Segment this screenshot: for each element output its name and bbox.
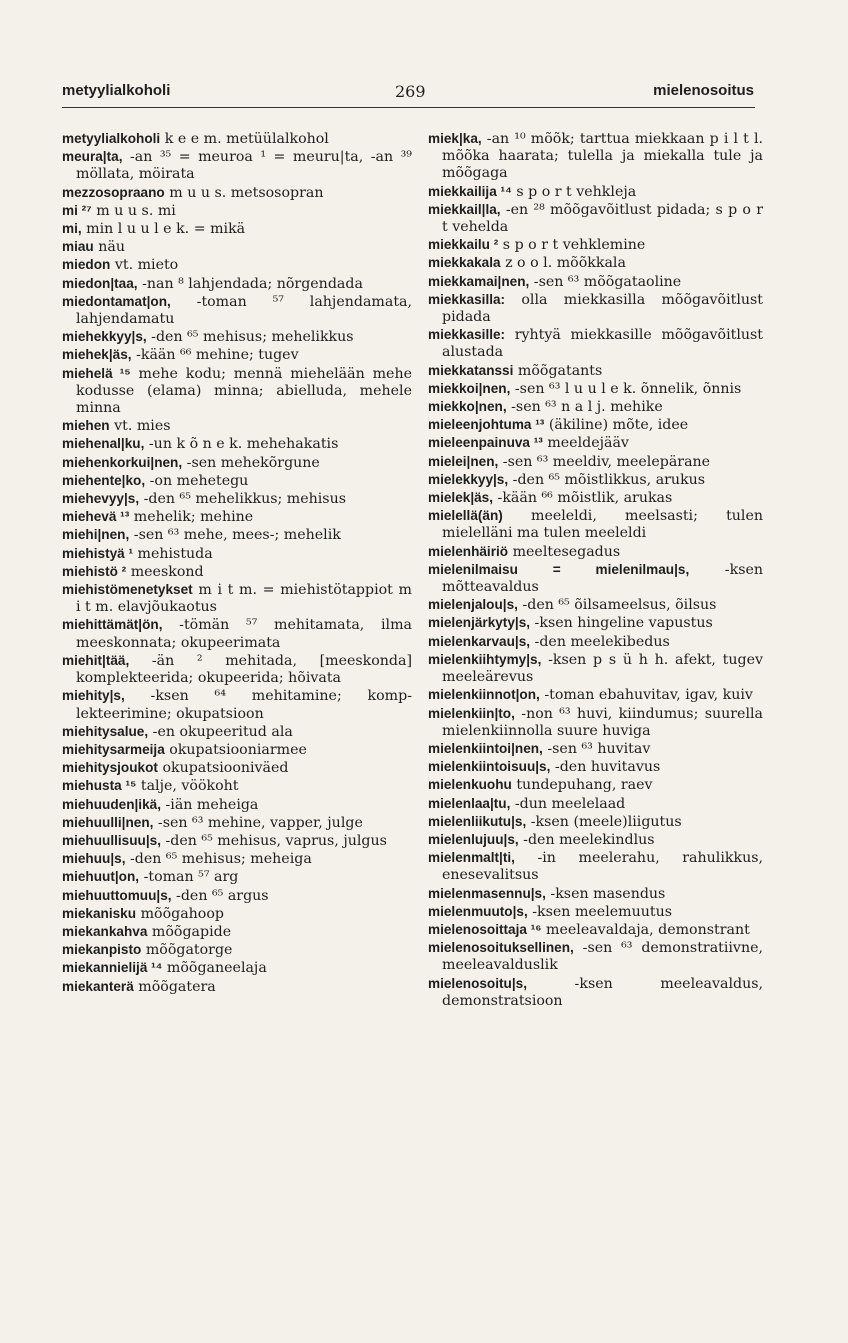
entry-definition: -den ⁶⁵ mehisus; meheiga bbox=[125, 851, 312, 868]
entry-definition: -ksen meelemuutus bbox=[527, 903, 672, 920]
entry-headword: miehenkorkui|nen, bbox=[62, 454, 183, 470]
entry-definition: vt. mieto bbox=[110, 257, 179, 274]
dictionary-entry bbox=[62, 832, 412, 850]
dictionary-entry bbox=[62, 454, 412, 472]
dictionary-entry bbox=[428, 849, 763, 884]
entry-definition: -en ²⁸ mõõgavõitlust pidada; s p o r t vehelda bbox=[442, 201, 763, 236]
entry-headword: miekko|nen, bbox=[428, 399, 507, 415]
dictionary-entry bbox=[62, 616, 412, 651]
dictionary-entry bbox=[62, 905, 412, 923]
entry-definition: -nan ⁸ lahjendada; nõrgendada bbox=[137, 275, 363, 292]
page-header bbox=[62, 82, 754, 104]
entry-headword: miehente|ko, bbox=[62, 472, 146, 488]
entry-definition: -toman ⁵⁷ lahjendamata, lahjendamatu bbox=[76, 293, 412, 328]
entry-definition: s p o r t vehklemine bbox=[498, 237, 646, 254]
entry-headword: miehittämät|ön, bbox=[62, 617, 163, 633]
dictionary-entry bbox=[62, 796, 412, 814]
dictionary-entry bbox=[428, 903, 763, 921]
entry-headword: miehuut|on, bbox=[62, 869, 140, 885]
entry-headword: miedon bbox=[62, 257, 111, 273]
entry-definition: (äkiline) mõte, idee bbox=[544, 417, 689, 434]
dictionary-entry bbox=[62, 741, 412, 759]
entry-definition: talje, vöökoht bbox=[136, 778, 239, 795]
entry-definition: -än ² mehitada, [meeskonda] komplekteerida; okupeerida; hõivata bbox=[76, 652, 412, 687]
entry-headword: miehelä ¹⁵ bbox=[62, 365, 131, 381]
dictionary-entry bbox=[428, 254, 763, 272]
dictionary-entry bbox=[428, 633, 763, 651]
entry-definition: meeleldi, meelsasti; tulen mielelläni ma tulen meeleldi bbox=[442, 508, 763, 542]
entry-headword: mielenhäiriö bbox=[428, 543, 509, 559]
dictionary-entry bbox=[428, 614, 763, 632]
entry-definition: -un k õ n e k. mehehakatis bbox=[144, 436, 339, 453]
entry-definition: -den ⁶⁵ argus bbox=[171, 887, 269, 904]
dictionary-entry bbox=[428, 236, 763, 254]
dictionary-entry bbox=[62, 526, 412, 544]
dictionary-entry bbox=[62, 202, 412, 220]
entry-definition: -den huvitavus bbox=[550, 759, 661, 776]
dictionary-entry bbox=[428, 651, 763, 686]
dictionary-entry bbox=[62, 759, 412, 777]
entry-headword: mielenosoitu|s, bbox=[428, 975, 527, 991]
entry-definition: m i t m. = miehistötappiot m i t m. elavjõukaotus bbox=[76, 582, 412, 616]
entry-headword: mielenosoittaja ¹⁶ bbox=[428, 921, 542, 937]
entry-headword: miekkail|la, bbox=[428, 201, 501, 217]
dictionary-entry bbox=[62, 508, 412, 526]
entry-definition: min l u u l e k. = mikä bbox=[81, 221, 246, 238]
entry-definition: -in meelerahu, rahulikkus, enesevalitsus bbox=[442, 850, 763, 884]
entry-headword: mielenkiinnot|on, bbox=[428, 687, 540, 703]
entry-definition: mõõgahoop bbox=[136, 905, 224, 922]
dictionary-entry bbox=[428, 398, 763, 416]
entry-definition: -ksen p s ü h h. afekt, tugev meeleärevus bbox=[442, 651, 763, 686]
entry-headword: mi, bbox=[62, 221, 82, 237]
dictionary-entry bbox=[62, 148, 412, 183]
dictionary-entry bbox=[428, 975, 763, 1010]
entry-headword: mielenkiintoi|nen, bbox=[428, 740, 543, 756]
dictionary-entry bbox=[62, 472, 412, 490]
dictionary-entry bbox=[62, 275, 412, 293]
dictionary-entry bbox=[428, 362, 763, 380]
entry-headword: mieleenpainuva ¹³ bbox=[428, 435, 543, 451]
entry-definition: meeleavaldaja, demonstrant bbox=[541, 921, 750, 938]
entry-headword: miehitysarmeija bbox=[62, 741, 165, 757]
entry-definition: -den ⁶⁵ mehisus; mehelikkus bbox=[146, 329, 354, 346]
dictionary-entry bbox=[428, 183, 763, 201]
entry-definition: -den meelekibedus bbox=[530, 633, 670, 650]
entry-headword: mielenliikutu|s, bbox=[428, 813, 527, 829]
entry-definition: -ksen ⁶⁴ mehitamine; komplekteerimine; okupatsioon bbox=[76, 688, 412, 722]
entry-headword: miehitysjoukot bbox=[62, 760, 158, 776]
dictionary-entry bbox=[428, 507, 763, 542]
entry-definition: mõõgatorge bbox=[141, 942, 233, 959]
entry-definition: näu bbox=[93, 239, 125, 256]
entry-definition: -an ¹⁰ mõõk; tarttua miekkaan p i l t l. mõõka haarata; tulella ja miekalla tule ja mõõgaga bbox=[442, 131, 763, 182]
dictionary-entry bbox=[62, 941, 412, 959]
dictionary-entry bbox=[428, 740, 763, 758]
entry-headword: miekannielijä ¹⁴ bbox=[62, 960, 163, 976]
dictionary-entry bbox=[62, 256, 412, 274]
entry-definition: mõõgatants bbox=[513, 362, 603, 379]
entry-headword: mielenlaa|tu, bbox=[428, 795, 511, 811]
entry-headword: miau bbox=[62, 239, 94, 255]
dictionary-entry bbox=[62, 184, 412, 202]
dictionary-entry bbox=[428, 489, 763, 507]
dictionary-entry bbox=[62, 293, 412, 328]
dictionary-entry bbox=[428, 561, 763, 596]
entry-definition: ryhtyä miekkasille mõõgavõitlust alustada bbox=[442, 327, 763, 361]
entry-headword: mielei|nen, bbox=[428, 453, 499, 469]
dictionary-entry bbox=[62, 850, 412, 868]
entry-definition: m u u s. metsosopran bbox=[164, 184, 324, 201]
dictionary-entry bbox=[62, 814, 412, 832]
dictionary-entry bbox=[62, 130, 412, 148]
dictionary-entry bbox=[62, 777, 412, 795]
entry-definition: meeskond bbox=[126, 563, 204, 580]
entry-headword: mielekkyy|s, bbox=[428, 471, 509, 487]
dictionary-entry bbox=[428, 939, 763, 974]
entry-headword: mielellä(än) bbox=[428, 508, 503, 524]
entry-definition: meeltesegadus bbox=[508, 543, 621, 560]
dictionary-entry bbox=[428, 885, 763, 903]
entry-definition: -sen ⁶³ meeldiv, meelepärane bbox=[498, 453, 711, 470]
entry-headword: miekanisku bbox=[62, 905, 137, 921]
dictionary-entry bbox=[62, 220, 412, 238]
entry-headword: miehenal|ku, bbox=[62, 436, 145, 452]
entry-headword: miehity|s, bbox=[62, 688, 125, 704]
dictionary-entry bbox=[62, 346, 412, 364]
dictionary-entry bbox=[62, 365, 412, 418]
entry-headword: miehi|nen, bbox=[62, 527, 130, 543]
left-guide-word: metyylialkoholi bbox=[62, 82, 171, 99]
entry-definition: -den ⁶⁵ õilsameelsus, õilsus bbox=[517, 597, 717, 614]
dictionary-entry bbox=[428, 813, 763, 831]
entry-definition: -sen ⁶³ mõõgataoline bbox=[529, 273, 682, 290]
dictionary-entry bbox=[428, 471, 763, 489]
entry-headword: miekankahva bbox=[62, 923, 148, 939]
entry-definition: m u u s. mi bbox=[91, 202, 176, 219]
dictionary-entry bbox=[62, 563, 412, 581]
entry-headword: miehuu|s, bbox=[62, 851, 126, 867]
entry-definition: -den ⁶⁵ mõistlikkus, arukus bbox=[508, 471, 706, 488]
entry-headword: mielek|äs, bbox=[428, 490, 494, 506]
entry-definition: meeldejääv bbox=[542, 435, 629, 452]
entry-definition: mehelik; mehine bbox=[129, 509, 254, 526]
dictionary-entry bbox=[428, 434, 763, 452]
left-column bbox=[62, 130, 412, 996]
entry-definition: -tömän ⁵⁷ mehitamata, ilma meeskonnata; okupeerimata bbox=[76, 617, 412, 651]
entry-headword: miehistömenetykset bbox=[62, 582, 193, 598]
entry-definition: -den meelekindlus bbox=[518, 831, 655, 848]
entry-headword: miehistyä ¹ bbox=[62, 545, 134, 561]
entry-headword: mi ²⁷ bbox=[62, 202, 92, 218]
entry-definition: -sen ⁶³ l u u l e k. õnnelik, õnnis bbox=[510, 380, 742, 397]
dictionary-entry bbox=[428, 705, 763, 740]
entry-headword: miekanpisto bbox=[62, 942, 142, 958]
entry-headword: mielenlujuu|s, bbox=[428, 831, 519, 847]
entry-headword: mielenkiintoisuu|s, bbox=[428, 759, 551, 775]
right-column bbox=[428, 130, 763, 1010]
entry-headword: mielenkiin|to, bbox=[428, 705, 515, 721]
entry-headword: miekkakala bbox=[428, 255, 501, 271]
entry-definition: mõõgapide bbox=[147, 923, 232, 940]
entry-headword: miekkailija ¹⁴ bbox=[428, 183, 512, 199]
entry-headword: mielenkuohu bbox=[428, 777, 512, 793]
entry-headword: mezzosopraano bbox=[62, 184, 165, 200]
dictionary-entry bbox=[62, 652, 412, 687]
entry-definition: vt. mies bbox=[109, 418, 171, 435]
entry-definition: -en okupeeritud ala bbox=[148, 723, 293, 740]
entry-definition: -sen ⁶³ huvitav bbox=[542, 740, 651, 757]
page-number: 269 bbox=[395, 82, 426, 101]
entry-definition: -sen ⁶³ mehine, vapper, julge bbox=[153, 814, 363, 831]
entry-headword: miekkamai|nen, bbox=[428, 273, 530, 289]
entry-headword: meura|ta, bbox=[62, 149, 123, 165]
entry-definition: -kään ⁶⁶ mehine; tugev bbox=[131, 347, 299, 364]
entry-definition: -sen mehekõrgune bbox=[182, 454, 320, 471]
entry-definition: -kään ⁶⁶ mõistlik, arukas bbox=[493, 490, 673, 507]
dictionary-entry bbox=[428, 201, 763, 236]
entry-definition: mõõgatera bbox=[133, 978, 216, 995]
entry-headword: miehek|äs, bbox=[62, 347, 132, 363]
entry-headword: miekkasille: bbox=[428, 327, 506, 343]
entry-headword: miehevyy|s, bbox=[62, 491, 140, 507]
entry-headword: mielenilmaisu = mielenilmau|s, bbox=[428, 561, 690, 577]
entry-definition: -toman ebahuvitav, igav, kuiv bbox=[539, 687, 753, 704]
entry-headword: mielenmalt|ti, bbox=[428, 850, 515, 866]
entry-headword: miehevä ¹³ bbox=[62, 509, 130, 525]
entry-definition: -den ⁶⁵ mehisus, vaprus, julgus bbox=[160, 832, 387, 849]
dictionary-entry bbox=[62, 723, 412, 741]
entry-definition: -sen ⁶³ n a l j. mehike bbox=[506, 399, 663, 416]
dictionary-entry bbox=[62, 328, 412, 346]
dictionary-entry bbox=[62, 887, 412, 905]
entry-definition: mõõganeelaja bbox=[162, 960, 267, 977]
dictionary-entry bbox=[428, 543, 763, 561]
entry-headword: miehuullisuu|s, bbox=[62, 832, 161, 848]
dictionary-entry bbox=[428, 453, 763, 471]
entry-headword: miek|ka, bbox=[428, 131, 482, 146]
dictionary-entry bbox=[62, 581, 412, 616]
dictionary-entry bbox=[62, 959, 412, 977]
entry-headword: miehitysalue, bbox=[62, 723, 149, 739]
dictionary-entry bbox=[62, 435, 412, 453]
entry-definition: okupatsiooniarmee bbox=[164, 741, 307, 758]
dictionary-entry bbox=[62, 978, 412, 996]
dictionary-entry bbox=[428, 596, 763, 614]
entry-headword: miekkasilla: bbox=[428, 291, 506, 307]
entry-headword: mielenmuuto|s, bbox=[428, 903, 528, 919]
entry-definition: -sen ⁶³ demonstratiivne, meeleavalduslik bbox=[442, 940, 763, 974]
entry-headword: mielenkiihtymy|s, bbox=[428, 651, 542, 667]
dictionary-entry bbox=[62, 687, 412, 722]
entry-definition: okupatsiooniväed bbox=[157, 760, 289, 777]
entry-headword: miehekkyy|s, bbox=[62, 329, 147, 345]
entry-headword: mielenosoituksellinen, bbox=[428, 940, 574, 956]
entry-definition: s p o r t vehkleja bbox=[511, 183, 637, 200]
entry-headword: miedontamat|on, bbox=[62, 293, 171, 309]
dictionary-entry bbox=[428, 758, 763, 776]
entry-headword: miekkatanssi bbox=[428, 362, 514, 378]
entry-definition: -ksen mõtteavaldus bbox=[442, 561, 764, 596]
dictionary-entry bbox=[62, 923, 412, 941]
dictionary-entry bbox=[62, 545, 412, 563]
dictionary-entry bbox=[62, 490, 412, 508]
entry-definition: -dun meelelaad bbox=[510, 795, 626, 812]
entry-headword: miekkoi|nen, bbox=[428, 380, 511, 396]
dictionary-entry bbox=[428, 273, 763, 291]
entry-definition: z o o l. mõõkkala bbox=[500, 255, 626, 272]
entry-definition: -den ⁶⁵ mehelikkus; mehisus bbox=[139, 491, 347, 508]
dictionary-entry bbox=[428, 380, 763, 398]
entry-definition: mehe kodu; mennä miehelään mehe kodusse (elama) minna; abielluda, mehele minna bbox=[76, 365, 412, 417]
dictionary-entry bbox=[428, 326, 763, 361]
entry-headword: miehen bbox=[62, 418, 110, 434]
dictionary-entry bbox=[428, 686, 763, 704]
dictionary-entry bbox=[428, 130, 763, 183]
entry-headword: miehuulli|nen, bbox=[62, 814, 154, 830]
entry-headword: miehuuden|ikä, bbox=[62, 796, 161, 812]
entry-definition: -sen ⁶³ mehe, mees-; mehelik bbox=[129, 527, 341, 544]
entry-definition: tundepuhang, raev bbox=[511, 777, 653, 794]
dictionary-entry bbox=[428, 776, 763, 794]
entry-headword: miekkailu ² bbox=[428, 237, 499, 253]
entry-headword: mieleenjohtuma ¹³ bbox=[428, 417, 545, 433]
dictionary-entry bbox=[62, 417, 412, 435]
entry-headword: mielenmasennu|s, bbox=[428, 885, 546, 901]
entry-definition: mehistuda bbox=[133, 545, 213, 562]
entry-definition: -toman ⁵⁷ arg bbox=[139, 869, 239, 886]
entry-definition: -an ³⁵ = meuroa ¹ = meuru|ta, -an ³⁹ möllata, möirata bbox=[76, 149, 412, 183]
entry-headword: miekanterä bbox=[62, 978, 134, 994]
entry-definition: -ksen hingeline vapustus bbox=[530, 615, 713, 632]
entry-definition: -ksen masendus bbox=[545, 885, 666, 902]
entry-headword: mielenjärkyty|s, bbox=[428, 615, 531, 631]
entry-headword: metyylialkoholi bbox=[62, 131, 161, 146]
dictionary-entry bbox=[428, 921, 763, 939]
dictionary-entry bbox=[428, 831, 763, 849]
entry-headword: mielenjalou|s, bbox=[428, 597, 518, 613]
dictionary-entry bbox=[62, 238, 412, 256]
entry-definition: -ksen meeleavaldus, demonstratsioon bbox=[442, 975, 763, 1009]
entry-definition: -ksen (meele)liigutus bbox=[526, 813, 682, 830]
dictionary-entry bbox=[428, 416, 763, 434]
entry-definition: -non ⁶³ huvi, kiindumus; suurella mielenkiinnolla suure huviga bbox=[442, 705, 763, 739]
entry-definition: -on mehetegu bbox=[145, 472, 249, 489]
dictionary-entry bbox=[62, 868, 412, 886]
dictionary-entry bbox=[428, 795, 763, 813]
entry-definition: k e e m. metüülalkohol bbox=[160, 131, 329, 147]
dictionary-entry bbox=[428, 291, 763, 326]
right-guide-word: mielenosoitus bbox=[653, 82, 754, 99]
entry-headword: miehistö ² bbox=[62, 563, 127, 579]
entry-definition: -iän meheiga bbox=[160, 796, 259, 813]
entry-headword: miehit|tää, bbox=[62, 652, 130, 668]
entry-headword: miedon|taa, bbox=[62, 275, 138, 291]
header-rule bbox=[62, 107, 755, 108]
entry-headword: miehusta ¹⁵ bbox=[62, 778, 137, 794]
entry-headword: mielenkarvau|s, bbox=[428, 633, 531, 649]
entry-definition: olla miekkasilla mõõgavõitlust pidada bbox=[442, 291, 763, 326]
entry-headword: miehuuttomuu|s, bbox=[62, 887, 172, 903]
